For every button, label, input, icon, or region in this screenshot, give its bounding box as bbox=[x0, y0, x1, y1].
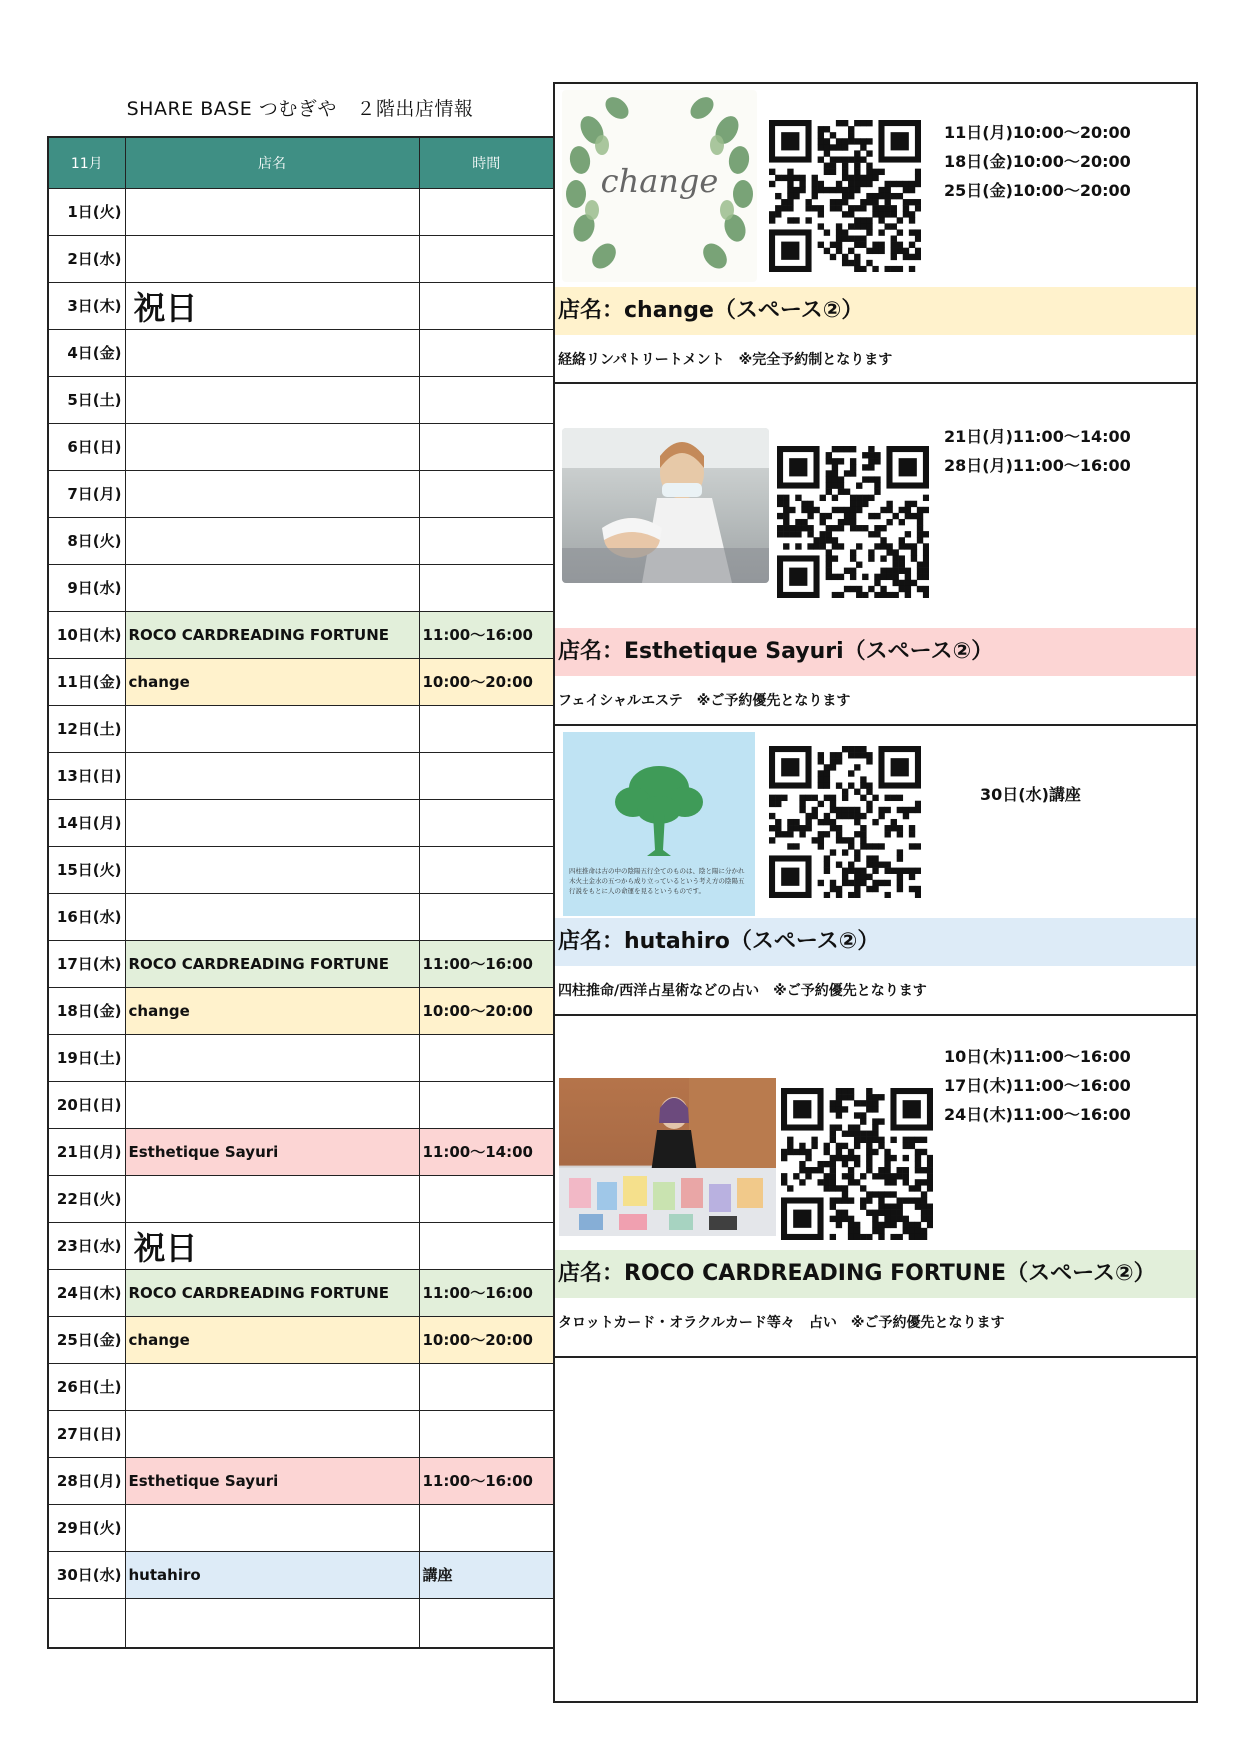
shop-cell bbox=[125, 1504, 419, 1551]
table-row bbox=[48, 235, 554, 282]
date-line: 28日(月)11:00〜16:00 bbox=[944, 456, 1131, 475]
header-shop: 店名 bbox=[125, 137, 419, 188]
shop-cell: ROCO CARDREADING FORTUNE bbox=[125, 940, 419, 987]
day-cell: 17日(木) bbox=[48, 940, 125, 987]
table-row bbox=[48, 376, 554, 423]
time-cell: 講座 bbox=[419, 1551, 554, 1598]
holiday-label: 祝日 bbox=[125, 1222, 419, 1269]
day-cell: 6日(日) bbox=[48, 423, 125, 470]
table-row bbox=[48, 1269, 554, 1316]
change-logo-image bbox=[562, 90, 757, 282]
day-cell: 5日(土) bbox=[48, 376, 125, 423]
shop-desc-esthetique: フェイシャルエステ ※ご予約優先となります bbox=[558, 693, 851, 709]
time-cell: 11:00〜16:00 bbox=[419, 611, 554, 658]
time-cell: 10:00〜20:00 bbox=[419, 658, 554, 705]
time-cell bbox=[419, 376, 554, 423]
day-cell: 13日(日) bbox=[48, 752, 125, 799]
time-cell bbox=[419, 423, 554, 470]
day-cell: 14日(月) bbox=[48, 799, 125, 846]
time-cell: 11:00〜14:00 bbox=[419, 1128, 554, 1175]
shop-name-esthetique: 店名：Esthetique Sayuri（スペース②） bbox=[555, 628, 1196, 676]
table-row bbox=[48, 705, 554, 752]
shop-cell: change bbox=[125, 658, 419, 705]
day-cell: 11日(金) bbox=[48, 658, 125, 705]
hutahiro-image-caption: 四柱推命は古の中の陰陽五行全てのものは、陰と陽に分かれ木火土金水の五つから成り立っているという考え方の陰陽五行説をもとに人の命運を見るというものです。 bbox=[569, 867, 745, 895]
shop-name-roco: 店名：ROCO CARDREADING FORTUNE（スペース②） bbox=[555, 1250, 1196, 1298]
date-line: 11日(月)10:00〜20:00 bbox=[944, 123, 1131, 142]
table-row bbox=[48, 1222, 554, 1269]
hutahiro-dates bbox=[980, 780, 1081, 809]
shop-cell bbox=[125, 517, 419, 564]
day-cell: 16日(水) bbox=[48, 893, 125, 940]
day-cell: 24日(木) bbox=[48, 1269, 125, 1316]
shop-card-hutahiro bbox=[555, 726, 1196, 1016]
table-row bbox=[48, 752, 554, 799]
shop-cell bbox=[125, 893, 419, 940]
day-cell: 8日(火) bbox=[48, 517, 125, 564]
day-cell: 22日(火) bbox=[48, 1175, 125, 1222]
shop-cell: Esthetique Sayuri bbox=[125, 1457, 419, 1504]
day-cell: 4日(金) bbox=[48, 329, 125, 376]
shop-cell bbox=[125, 376, 419, 423]
date-line: 24日(木)11:00〜16:00 bbox=[944, 1105, 1131, 1124]
day-cell: 23日(水) bbox=[48, 1222, 125, 1269]
shop-desc-hutahiro: 四柱推命/西洋占星術などの占い ※ご予約優先となります bbox=[558, 983, 927, 999]
table-row bbox=[48, 423, 554, 470]
shop-cell bbox=[125, 235, 419, 282]
shop-cell: Esthetique Sayuri bbox=[125, 1128, 419, 1175]
hutahiro-tree-image bbox=[563, 732, 755, 916]
date-line: 17日(木)11:00〜16:00 bbox=[944, 1076, 1131, 1095]
day-cell: 18日(金) bbox=[48, 987, 125, 1034]
roco-photo bbox=[559, 1078, 776, 1236]
shop-cell: change bbox=[125, 987, 419, 1034]
time-cell bbox=[419, 564, 554, 611]
time-cell bbox=[419, 329, 554, 376]
time-cell bbox=[419, 470, 554, 517]
shop-cell bbox=[125, 423, 419, 470]
day-cell: 20日(日) bbox=[48, 1081, 125, 1128]
table-row bbox=[48, 188, 554, 235]
table-header-row bbox=[48, 137, 554, 188]
table-row bbox=[48, 1504, 554, 1551]
qr-code-icon[interactable] bbox=[781, 1088, 933, 1240]
shop-cell bbox=[125, 188, 419, 235]
table-row bbox=[48, 1316, 554, 1363]
shop-cell bbox=[125, 1034, 419, 1081]
table-row bbox=[48, 799, 554, 846]
table-row bbox=[48, 282, 554, 329]
time-cell bbox=[419, 752, 554, 799]
shop-card-roco bbox=[555, 1016, 1196, 1358]
day-cell: 26日(土) bbox=[48, 1363, 125, 1410]
date-line: 30日(水)講座 bbox=[980, 785, 1081, 804]
shop-name-hutahiro: 店名：hutahiro（スペース②） bbox=[555, 918, 1196, 966]
shop-card-change bbox=[555, 84, 1196, 384]
time-cell: 11:00〜16:00 bbox=[419, 940, 554, 987]
day-cell: 21日(月) bbox=[48, 1128, 125, 1175]
day-cell: 28日(月) bbox=[48, 1457, 125, 1504]
shop-cell bbox=[125, 470, 419, 517]
time-cell: 10:00〜20:00 bbox=[419, 1316, 554, 1363]
holiday-label: 祝日 bbox=[125, 282, 419, 329]
day-cell: 1日(火) bbox=[48, 188, 125, 235]
table-row bbox=[48, 1410, 554, 1457]
day-cell bbox=[48, 1598, 125, 1648]
time-cell bbox=[419, 1504, 554, 1551]
time-cell bbox=[419, 893, 554, 940]
table-row bbox=[48, 517, 554, 564]
shop-name-change: 店名：change（スペース②） bbox=[555, 287, 1196, 335]
time-cell bbox=[419, 1222, 554, 1269]
shop-cell: hutahiro bbox=[125, 1551, 419, 1598]
shop-cell bbox=[125, 846, 419, 893]
day-cell: 2日(水) bbox=[48, 235, 125, 282]
qr-code-icon[interactable] bbox=[777, 446, 929, 598]
date-line: 21日(月)11:00〜14:00 bbox=[944, 427, 1131, 446]
day-cell: 12日(土) bbox=[48, 705, 125, 752]
roco-dates bbox=[944, 1042, 1131, 1129]
time-cell: 11:00〜16:00 bbox=[419, 1269, 554, 1316]
time-cell bbox=[419, 188, 554, 235]
table-row bbox=[48, 564, 554, 611]
time-cell: 11:00〜16:00 bbox=[419, 1457, 554, 1504]
day-cell: 25日(金) bbox=[48, 1316, 125, 1363]
shop-cell: ROCO CARDREADING FORTUNE bbox=[125, 611, 419, 658]
shop-cell bbox=[125, 1598, 419, 1648]
shop-desc-roco: タロットカード・オラクルカード等々 占い ※ご予約優先となります bbox=[558, 1315, 1005, 1331]
table-row bbox=[48, 846, 554, 893]
time-cell bbox=[419, 1598, 554, 1648]
time-cell bbox=[419, 1175, 554, 1222]
time-cell bbox=[419, 846, 554, 893]
shop-card-esthetique bbox=[555, 384, 1196, 726]
time-cell bbox=[419, 705, 554, 752]
table-row bbox=[48, 1551, 554, 1598]
day-cell: 7日(月) bbox=[48, 470, 125, 517]
esthetique-dates bbox=[944, 422, 1131, 480]
time-cell bbox=[419, 1363, 554, 1410]
date-line: 18日(金)10:00〜20:00 bbox=[944, 152, 1131, 171]
time-cell bbox=[419, 1410, 554, 1457]
day-cell: 15日(火) bbox=[48, 846, 125, 893]
time-cell bbox=[419, 1081, 554, 1128]
table-row bbox=[48, 1128, 554, 1175]
day-cell: 3日(木) bbox=[48, 282, 125, 329]
shop-cell bbox=[125, 564, 419, 611]
table-row bbox=[48, 658, 554, 705]
time-cell bbox=[419, 517, 554, 564]
table-row bbox=[48, 329, 554, 376]
shop-cell bbox=[125, 1410, 419, 1457]
day-cell: 30日(水) bbox=[48, 1551, 125, 1598]
table-row bbox=[48, 1363, 554, 1410]
table-row bbox=[48, 611, 554, 658]
table-row bbox=[48, 893, 554, 940]
header-time: 時間 bbox=[419, 137, 554, 188]
day-cell: 19日(土) bbox=[48, 1034, 125, 1081]
shop-cell: change bbox=[125, 1316, 419, 1363]
time-cell bbox=[419, 282, 554, 329]
shop-cell: ROCO CARDREADING FORTUNE bbox=[125, 1269, 419, 1316]
day-cell: 10日(木) bbox=[48, 611, 125, 658]
shop-cell bbox=[125, 1081, 419, 1128]
date-line: 10日(木)11:00〜16:00 bbox=[944, 1047, 1131, 1066]
shop-cell bbox=[125, 799, 419, 846]
time-cell bbox=[419, 1034, 554, 1081]
table-row bbox=[48, 1598, 554, 1648]
table-row bbox=[48, 1081, 554, 1128]
shop-cell bbox=[125, 1363, 419, 1410]
table-row bbox=[48, 470, 554, 517]
shop-cell bbox=[125, 1175, 419, 1222]
shop-desc-change: 経絡リンパトリートメント ※完全予約制となります bbox=[558, 352, 893, 368]
table-row bbox=[48, 940, 554, 987]
shop-cell bbox=[125, 752, 419, 799]
qr-code-icon[interactable] bbox=[769, 120, 921, 272]
time-cell bbox=[419, 235, 554, 282]
shop-info-panel bbox=[553, 82, 1198, 1703]
shop-cell bbox=[125, 329, 419, 376]
change-logo-text: change bbox=[600, 162, 719, 200]
change-dates bbox=[944, 118, 1131, 205]
day-cell: 9日(水) bbox=[48, 564, 125, 611]
day-cell: 29日(火) bbox=[48, 1504, 125, 1551]
table-row bbox=[48, 1457, 554, 1504]
table-row bbox=[48, 1175, 554, 1222]
qr-code-icon[interactable] bbox=[769, 746, 921, 898]
time-cell: 10:00〜20:00 bbox=[419, 987, 554, 1034]
shop-cell bbox=[125, 705, 419, 752]
page-title: SHARE BASE つむぎや ２階出店情報 bbox=[126, 98, 474, 120]
table-row bbox=[48, 987, 554, 1034]
schedule-table bbox=[47, 136, 555, 1649]
header-month: 11月 bbox=[48, 137, 125, 188]
time-cell bbox=[419, 799, 554, 846]
table-row bbox=[48, 1034, 554, 1081]
day-cell: 27日(日) bbox=[48, 1410, 125, 1457]
esthetique-photo bbox=[562, 428, 769, 583]
date-line: 25日(金)10:00〜20:00 bbox=[944, 181, 1131, 200]
